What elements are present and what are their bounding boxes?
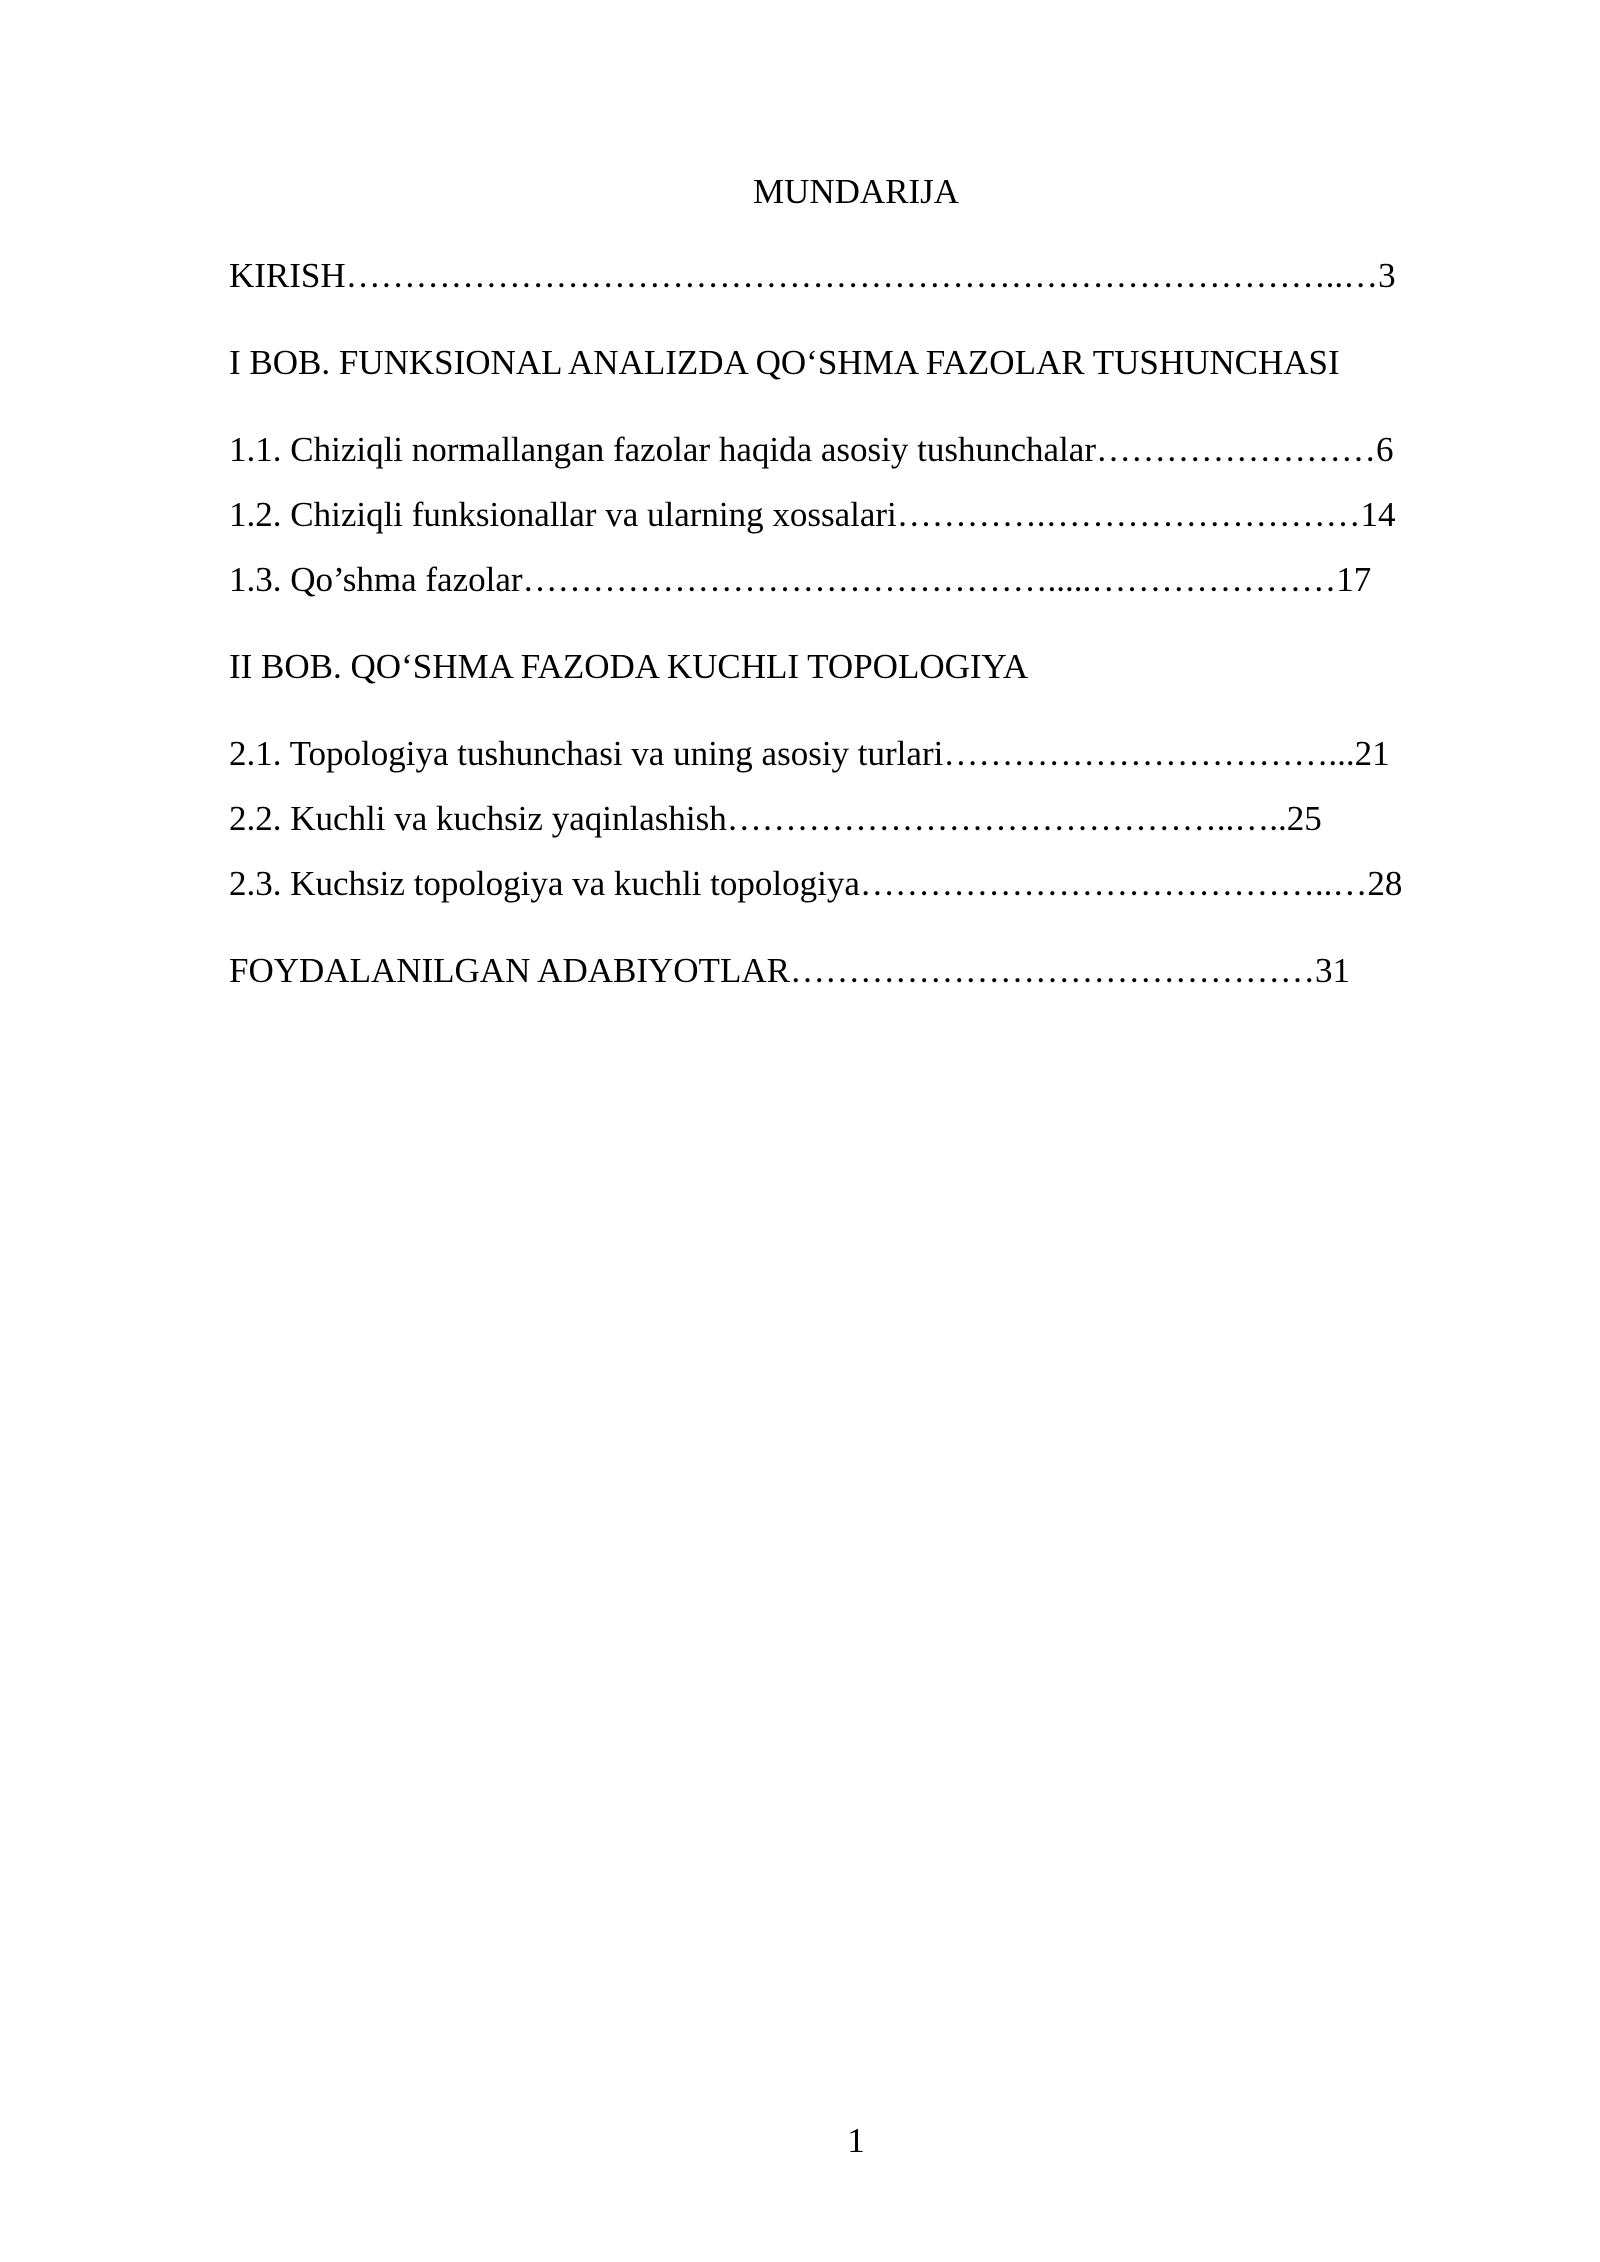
toc-entry-2-1: 2.1. Topologiya tushunchasi va uning asosiy turlari……………………………...21 bbox=[229, 734, 1390, 773]
toc-chapter-1-heading: I BOB. FUNKSIONAL ANALIZDA QO‘SHMA FAZOLAR TUSHUNCHASI bbox=[229, 343, 1340, 382]
toc-chapter-2-heading: II BOB. QO‘SHMA FAZODA KUCHLI TOPOLOGIYA bbox=[229, 647, 1029, 686]
toc-entry-1-3: 1.3. Qo’shma fazolar……………………………………….....…………………17 bbox=[229, 560, 1372, 599]
toc-entry-1-1: 1.1. Chiziqli normallangan fazolar haqida asosiy tushunchalar……………………6 bbox=[229, 430, 1394, 469]
toc-entry-2-2: 2.2. Kuchli va kuchsiz yaqinlashish……………………………………..…..25 bbox=[229, 799, 1322, 838]
toc-entry-references: FOYDALANILGAN ADABIYOTLAR………………………………………31 bbox=[229, 951, 1350, 990]
toc-entry-introduction: KIRISH…………………………………………………………………………..…3 bbox=[229, 256, 1396, 295]
toc-entry-1-2: 1.2. Chiziqli funksionallar va ularning xossalari………….………………………14 bbox=[229, 495, 1396, 534]
page-number: 1 bbox=[847, 2121, 865, 2160]
page-title: MUNDARIJA bbox=[752, 172, 960, 211]
toc-entry-2-3: 2.3. Kuchsiz topologiya va kuchli topologiya…………………………………..…28 bbox=[229, 864, 1403, 903]
